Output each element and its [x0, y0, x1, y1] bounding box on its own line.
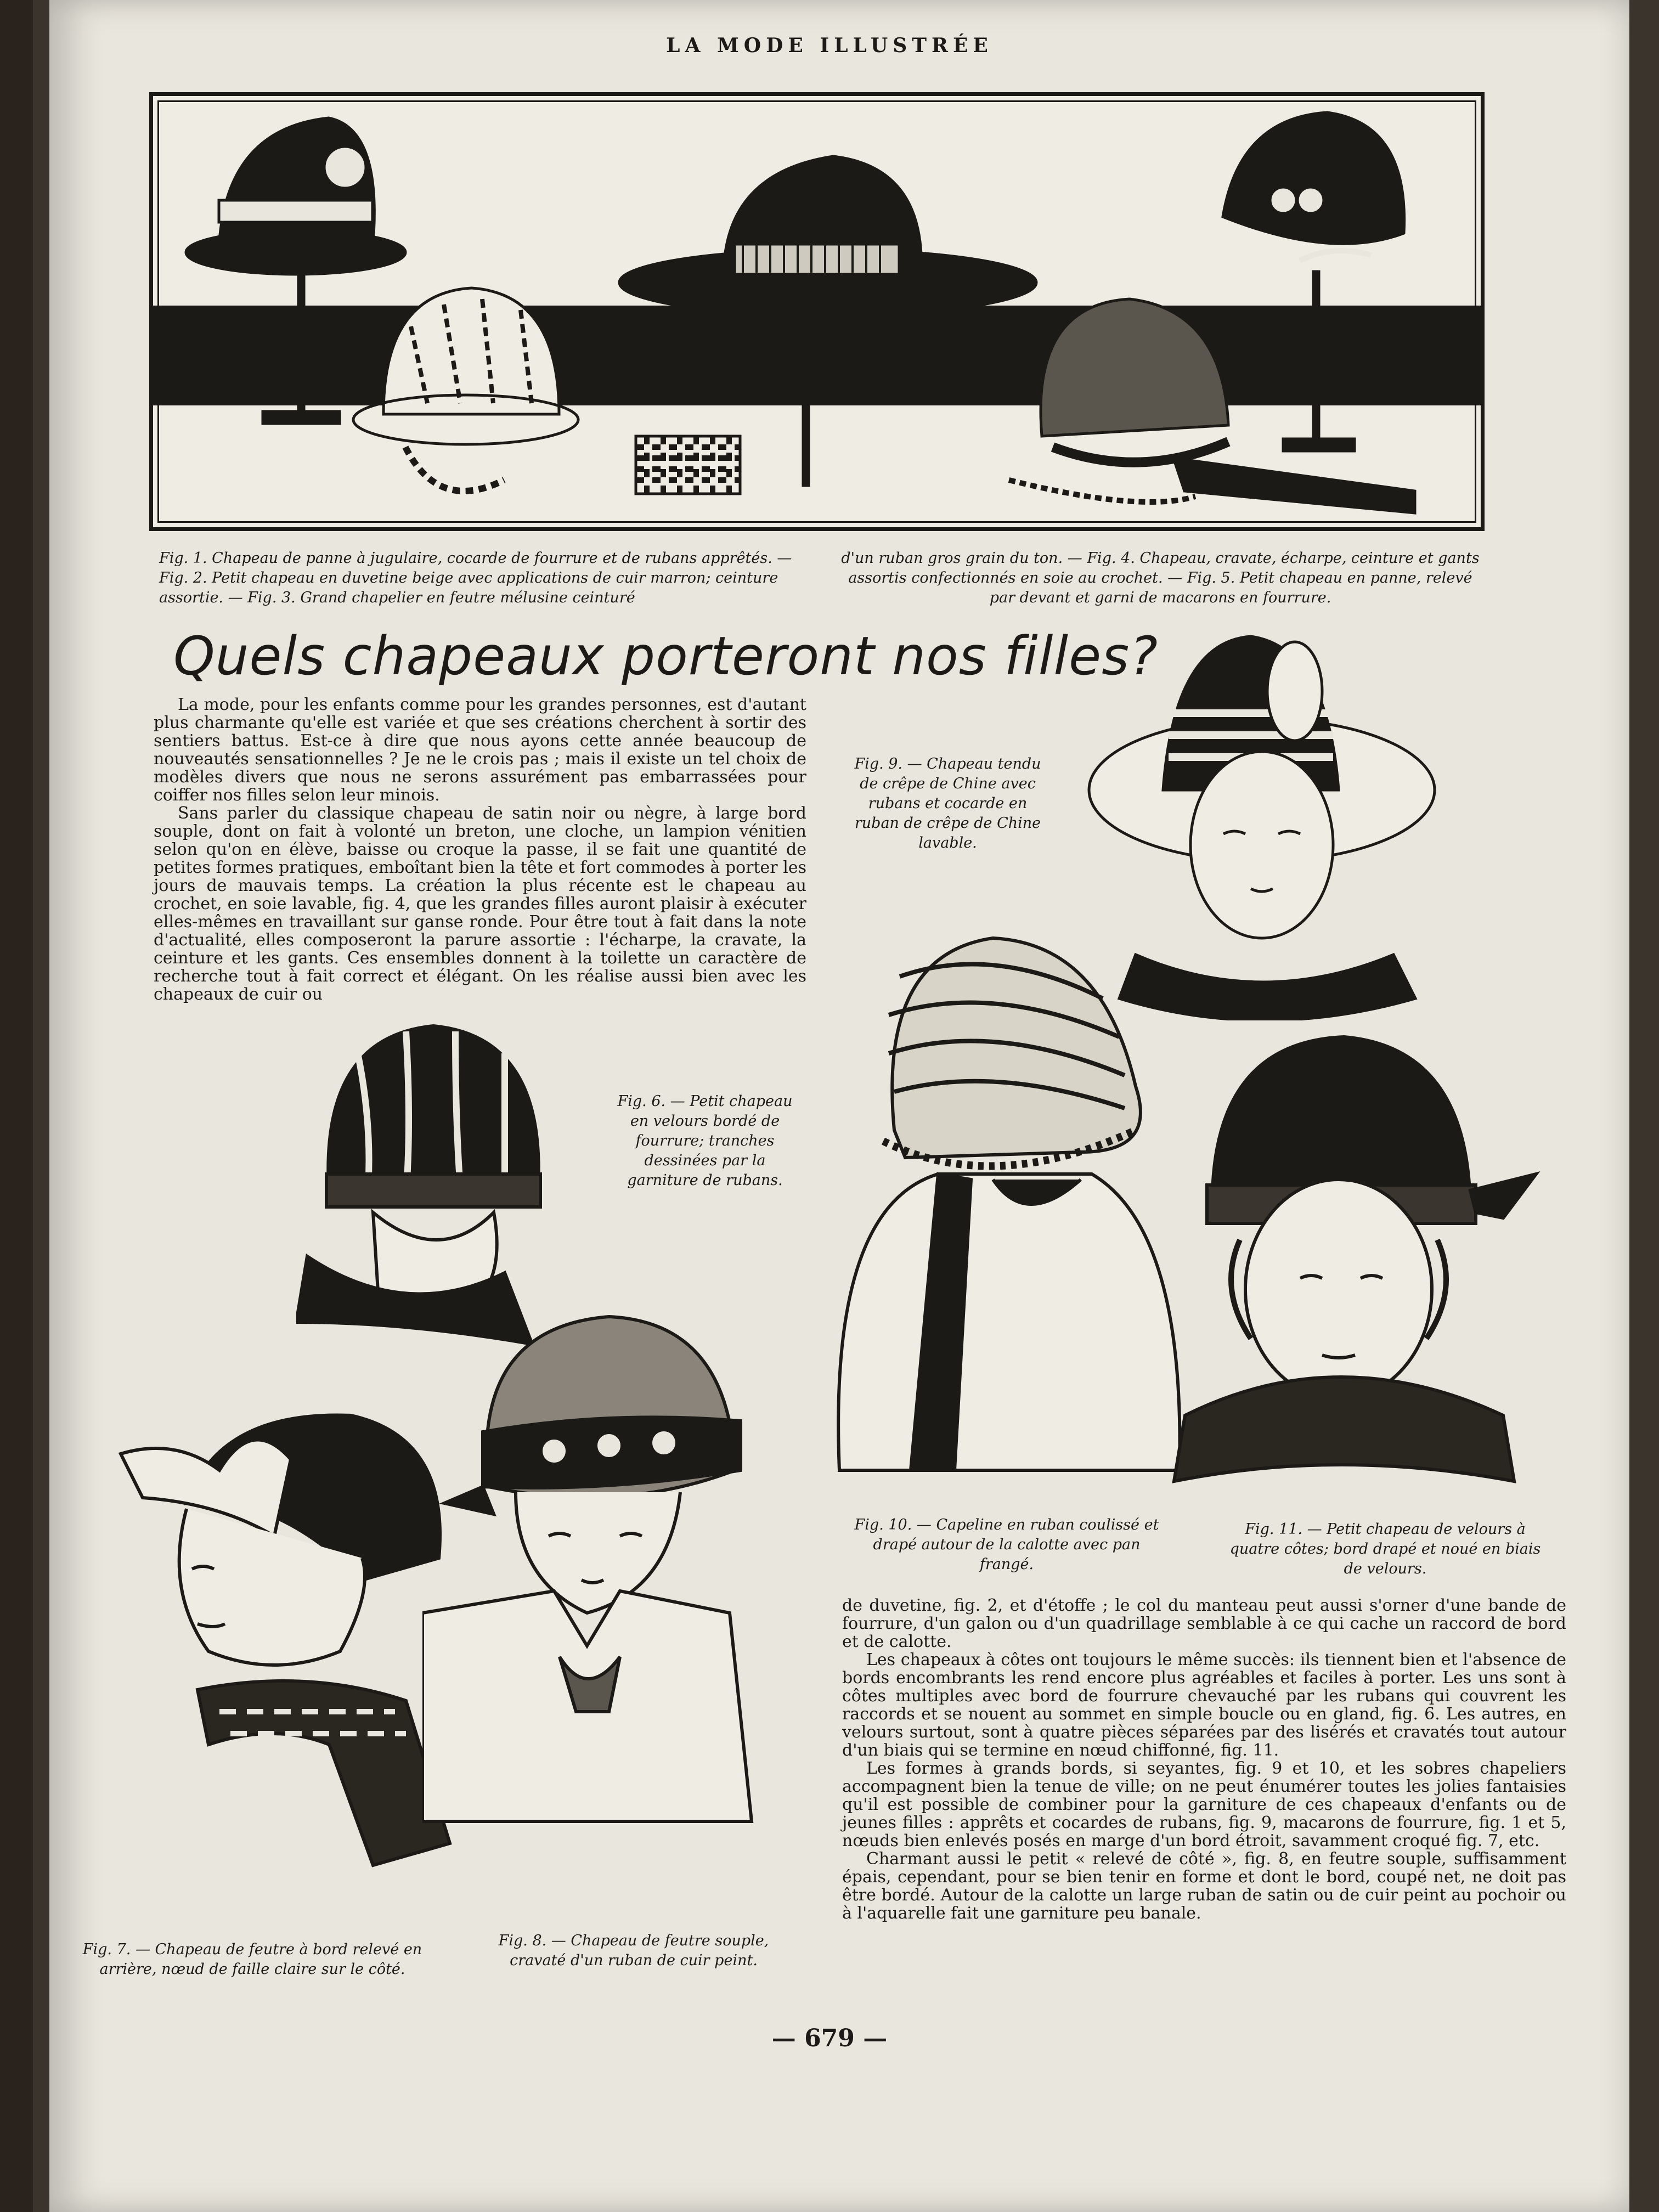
- article-body-bottom: [842, 1596, 1566, 1922]
- caption-fig-11: Fig. 11. — Petit chapeau de velours à quatre côtes; bord drapé et noué en biais de velours.: [1229, 1521, 1541, 1577]
- article-body-top: [154, 696, 806, 1003]
- fig-8-illustration: [422, 1306, 801, 1832]
- paragraph: Les formes à grands bords, si seyantes, fig. 9 et 10, et les sobres chapeliers accompagnent bien la tenue de ville; on ne peut énumérer toutes les jolies fantaisies qu'il est possible de combiner pour la garniture de ces chapeaux d'enfants ou de jeunes filles : apprêts et cocardes de rubans, fig. 9, macarons de fourrure, fig. 1 et 5, nœuds bien enlevés posés en marge d'un bord étroit, savamment croqué fig. 7, etc.: [842, 1759, 1566, 1850]
- book-spine: [0, 0, 33, 2212]
- paragraph: Sans parler du classique chapeau de satin noir ou nègre, à large bord souple, dont on fait à volonté un breton, une cloche, un lampion vénitien selon qu'on en élève, baisse ou croque la passe, il se fait une quantité de petites formes pratiques, emboîtant bien la tête et fort commodes à porter les jours de mauvais temps. La création la plus récente est le chapeau au crochet, en soie lavable, fig. 4, que les grandes filles auront plaisir à exécuter elles-mêmes en travaillant sur ganse ronde. Pour être tout à fait dans la note d'actualité, elles composeront la parure assortie : l'écharpe, la cravate, la ceinture et les gants. Ces ensembles donnent à la toilette un caractère de recherche tout à fait correct et élégant. On les réalise aussi bien avec les chapeaux de cuir ou: [154, 804, 806, 1004]
- caption-fig-10: Fig. 10. — Capeline en ruban coulissé et drapé autour de la calotte avec pan frangé.: [854, 1516, 1159, 1573]
- paragraph: Charmant aussi le petit « relevé de côté », fig. 8, en feutre souple, suffisamment épais, cependant, pour se bien tenir en forme et dont le bord, coupé net, ne doit pas être bordé. Autour de la calotte un large ruban de satin ou de cuir peint au pochoir ou à l'aquarelle fait une garniture peu banale.: [842, 1849, 1566, 1923]
- caption-fig-7: Fig. 7. — Chapeau de feutre à bord relevé en arrière, nœud de faille claire sur le côté.: [82, 1941, 422, 1978]
- page-number: — 679 —: [771, 2024, 888, 2052]
- fig-11-illustration: [1163, 1031, 1558, 1514]
- caption-fig-9: Fig. 9. — Chapeau tendu de crêpe de Chine avec rubans et cocarde en ruban de crêpe de Chine lavable.: [854, 755, 1041, 851]
- article-title: Quels chapeaux porteront nos filles?: [173, 625, 1159, 687]
- caption-figs-1-3: Fig. 1. Chapeau de panne à jugulaire, cocarde de fourrure et de rubans apprêtés. — Fig. 2. Petit chapeau en duvetine beige avec applications de cuir marron; ceinture assortie. — Fig. 3. Grand chapelier en feutre mélusine ceinturé: [159, 550, 792, 606]
- fig-6-illustration: [296, 1015, 582, 1355]
- hat-display-illustration: [149, 92, 1485, 531]
- paragraph: Les chapeaux à côtes ont toujours le même succès: ils tiennent bien et l'absence de bords encombrants les rend encore plus agréables et faciles à porter. Les uns sont à côtes multiples avec bord de fourrure chevauché par les rubans qui couvrent les raccords et se nouent au sommet en simple boucle ou en gland, fig. 6. Les autres, en velours surtout, sont à quatre pièces séparées par des lisérés et cravatés tout autour d'un biais qui se termine en nœud chiffonné, fig. 11.: [842, 1650, 1566, 1760]
- caption-fig-8: Fig. 8. — Chapeau de feutre souple, cravaté d'un ruban de cuir peint.: [498, 1932, 769, 1969]
- hats-drawing: [153, 96, 1473, 520]
- caption-fig-6: Fig. 6. — Petit chapeau en velours bordé de fourrure; tranches dessinées par la garniture de rubans.: [617, 1093, 793, 1189]
- caption-figs-3-5: d'un ruban gros grain du ton. — Fig. 4. Chapeau, cravate, écharpe, ceinture et gants assortis confectionnés en soie au crochet. — Fig. 5. Petit chapeau en panne, relevé par devant et garni de macarons en fourrure.: [841, 550, 1480, 606]
- paragraph: La mode, pour les enfants comme pour les grandes personnes, est d'autant plus charmante qu'elle est variée et que ses créations cherchent à sortir des sentiers battus. Est-ce à dire que nous ayons cette année beaucoup de nouveautés sensationnelles ? Je ne le crois pas ; mais il existe un tel choix de modèles divers que nous ne serons assurément pas embarrassées pour coiffer nos filles selon leur minois.: [154, 695, 806, 805]
- paragraph: de duvetine, fig. 2, et d'étoffe ; le col du manteau peut aussi s'orner d'une bande de fourrure, d'un galon ou d'un quadrillage semblable à ce qui cache un raccord de bord et de calotte.: [842, 1596, 1566, 1651]
- running-header: LA MODE ILLUSTRÉE: [666, 34, 993, 57]
